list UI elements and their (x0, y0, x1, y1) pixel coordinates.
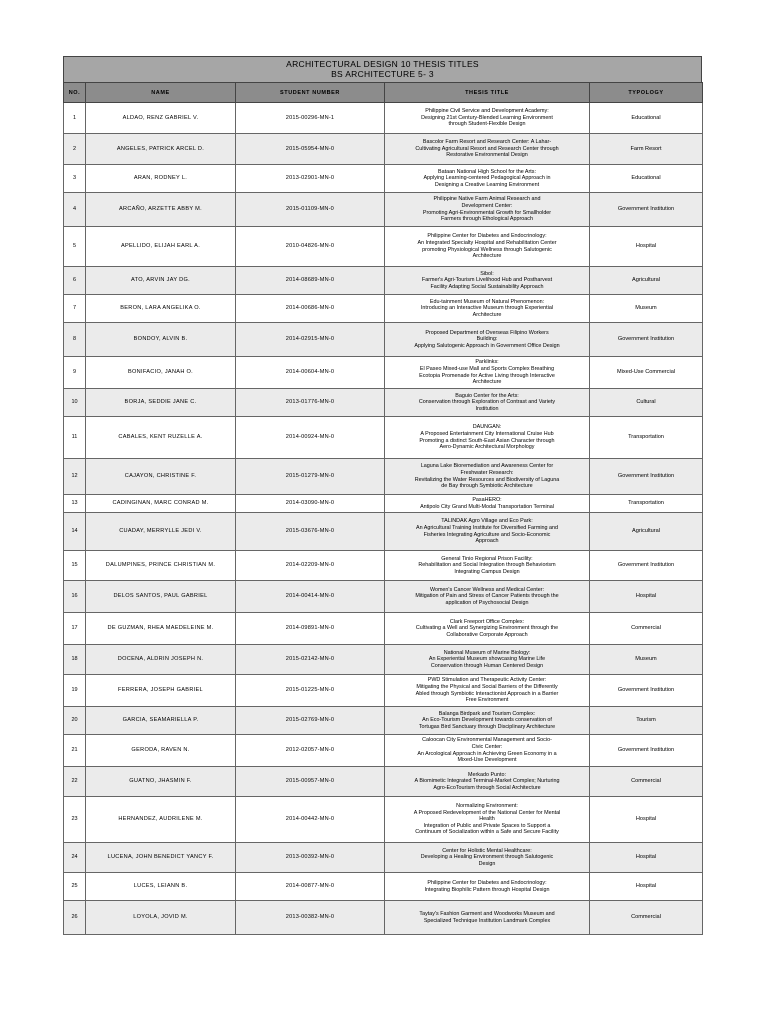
table-row (64, 901, 703, 935)
student-name: CAJAYON, CHRISTINE F. (86, 459, 236, 495)
thesis-title-line: An Eco-Tourism Development towards conservation of (422, 717, 552, 724)
row-number: 14 (64, 513, 86, 551)
thesis-title (385, 735, 590, 767)
thesis-title-line: Designing a Creative Learning Environment (434, 181, 540, 188)
student-number: 2014-00442-MN-0 (236, 797, 385, 843)
student-number: 2010-04826-MN-0 (236, 227, 385, 267)
student-number: 2015-01109-MN-0 (236, 193, 385, 227)
student-number: 2015-02142-MN-0 (236, 645, 385, 675)
thesis-title-line: El Paseo Mixed-use Mall and Sports Complex Breathing (419, 365, 555, 372)
student-number: 2014-00924-MN-0 (236, 417, 385, 459)
row-number: 10 (64, 389, 86, 417)
table-row (64, 134, 703, 165)
typology: Hospital (590, 873, 703, 901)
thesis-title-line: Aero-Dynamic Architectural Morphology (439, 444, 535, 451)
thesis-title-line: Specialized Technique Institution Landmark Complex (423, 917, 551, 924)
table-row (64, 103, 703, 134)
typology: Commercial (590, 767, 703, 797)
thesis-title-line: Development Center: (461, 202, 513, 209)
student-number: 2014-00414-MN-0 (236, 581, 385, 613)
table-row (64, 675, 703, 707)
row-number: 9 (64, 357, 86, 389)
student-name: BORJA, SEDDIE JANE C. (86, 389, 236, 417)
thesis-title-line: Introducing an Interactive Museum through Experiential (420, 305, 554, 312)
typology: Hospital (590, 843, 703, 873)
thesis-title-line: Clark Freeport Office Complex: (449, 618, 525, 625)
row-number: 21 (64, 735, 86, 767)
student-name: DOCENA, ALDRIN JOSEPH N. (86, 645, 236, 675)
thesis-title-line: Philippine Center for Diabetes and Endocrinology: (427, 233, 547, 240)
thesis-title-line: Conservation through Exploration of Contrast and Variety (418, 399, 556, 406)
student-name: LUCES, LEIANN B. (86, 873, 236, 901)
thesis-title-line: Abled through Symbiotic Interactionist Approach in a Barrier (415, 690, 559, 697)
thesis-title-line: Cultivating a Well and Synergizing Environment through the (415, 625, 559, 632)
thesis-title (385, 357, 590, 389)
student-name: LOYOLA, JOVID M. (86, 901, 236, 935)
table-row (64, 551, 703, 581)
student-number: 2015-00957-MN-0 (236, 767, 385, 797)
thesis-title-line: Normalizing Environment: (456, 803, 518, 810)
typology: Museum (590, 295, 703, 323)
table-row (64, 323, 703, 357)
header-row (64, 83, 703, 103)
col-header-no: NO. (64, 83, 86, 103)
row-number: 2 (64, 134, 86, 165)
thesis-title-line: de Bay through Symbiotic Architecture (441, 483, 533, 490)
student-name: ANGELES, PATRICK ARCEL D. (86, 134, 236, 165)
typology: Government Institution (590, 675, 703, 707)
row-number: 3 (64, 165, 86, 193)
thesis-table (63, 82, 703, 935)
typology: Hospital (590, 797, 703, 843)
student-name: CADINGINAN, MARC CONRAD M. (86, 495, 236, 513)
table-row (64, 873, 703, 901)
thesis-title (385, 495, 590, 513)
thesis-title-line: Women's Cancer Wellness and Medical Center: (429, 586, 545, 593)
thesis-title (385, 707, 590, 735)
student-name: GERODA, RAVEN N. (86, 735, 236, 767)
table-row (64, 295, 703, 323)
thesis-title-line: Balanga Birdpark and Tourism Complex: (438, 710, 536, 717)
thesis-title-line: An Integrated Specialty Hospital and Rehabilitation Center (417, 239, 557, 246)
student-name: FERRERA, JOSEPH GABRIEL (86, 675, 236, 707)
thesis-title-line: Integrating Campus Design (454, 568, 520, 575)
student-number: 2014-09891-MN-0 (236, 613, 385, 645)
typology: Agricultural (590, 513, 703, 551)
thesis-title-line: Conservation through Human Centered Design (430, 662, 544, 669)
thesis-title (385, 613, 590, 645)
thesis-title-line: A Proposed Redevelopment of the National Center for Mental (413, 809, 561, 816)
thesis-title-line: Design (478, 860, 496, 867)
thesis-title-line: Architecture (472, 253, 502, 260)
thesis-title-line: Caloocan City Environmental Management and Socio- (422, 737, 552, 744)
thesis-title-line: Revitalizing the Water Resources and Biodiversity of Laguna (414, 476, 560, 483)
thesis-title-line: Tortugas Bird Sanctuary through Disciplinary Architecture (418, 723, 556, 730)
typology: Mixed-Use Commercial (590, 357, 703, 389)
thesis-title-line: Philippine Native Farm Animal Research and (433, 196, 541, 203)
student-name: BONDOY, ALVIN B. (86, 323, 236, 357)
thesis-title-line: Edu-tainment Museum of Natural Phenomenon: (429, 298, 545, 305)
typology: Government Institution (590, 735, 703, 767)
student-number: 2015-01225-MN-0 (236, 675, 385, 707)
typology: Cultural (590, 389, 703, 417)
student-number: 2014-00604-MN-0 (236, 357, 385, 389)
row-number: 16 (64, 581, 86, 613)
table-row (64, 459, 703, 495)
student-number: 2015-01279-MN-0 (236, 459, 385, 495)
thesis-title-line: Mitigating the Physical and Social Barriers of the Differently (416, 683, 558, 690)
table-row (64, 193, 703, 227)
student-name: CUADAY, MERRYLLE JEDI V. (86, 513, 236, 551)
thesis-title-line: Bascolor Farm Resort and Research Center: A Lahar- (422, 139, 552, 146)
student-name: DALUMPINES, PRINCE CHRISTIAN M. (86, 551, 236, 581)
thesis-title-line: Freshwater Research: (460, 469, 514, 476)
thesis-title (385, 459, 590, 495)
thesis-title-line: Proposed Department of Overseas Filipino Workers (425, 329, 549, 336)
student-number: 2015-03676-MN-0 (236, 513, 385, 551)
table-row (64, 357, 703, 389)
typology: Tourism (590, 707, 703, 735)
thesis-title (385, 645, 590, 675)
thesis-title-line: Ecotopia Promenade for Active Living through Interactive (419, 372, 555, 379)
thesis-title-line: Restorative Environmental Design (446, 152, 528, 159)
thesis-title-line: Rehabilitation and Social Integration through Behaviorism (418, 562, 556, 569)
typology: Hospital (590, 581, 703, 613)
thesis-title (385, 103, 590, 134)
thesis-title-line: PasaHERO: (472, 496, 502, 503)
table-row (64, 495, 703, 513)
typology: Government Institution (590, 459, 703, 495)
thesis-title (385, 873, 590, 901)
thesis-title-line: Philippine Center for Diabetes and Endocrinology: (427, 879, 547, 886)
student-number: 2014-02209-MN-0 (236, 551, 385, 581)
col-header-name: NAME (86, 83, 236, 103)
row-number: 1 (64, 103, 86, 134)
student-name: APELLIDO, ELIJAH EARL A. (86, 227, 236, 267)
student-name: DELOS SANTOS, PAUL GABRIEL (86, 581, 236, 613)
thesis-title (385, 581, 590, 613)
row-number: 12 (64, 459, 86, 495)
table-row (64, 389, 703, 417)
student-name: GARCIA, SEAMARIELLA P. (86, 707, 236, 735)
thesis-title (385, 513, 590, 551)
student-name: CABALES, KENT RUZELLE A. (86, 417, 236, 459)
thesis-title-line: Institution (475, 405, 499, 412)
student-number: 2013-00382-MN-0 (236, 901, 385, 935)
student-number: 2013-00392-MN-0 (236, 843, 385, 873)
col-header-typology: TYPOLOGY (590, 83, 703, 103)
row-number: 11 (64, 417, 86, 459)
thesis-title-line: Applying Salutogenic Approach in Government Office Design (414, 342, 560, 349)
thesis-title-line: Merkado Punto: (467, 771, 507, 778)
student-name: ARAN, RODNEY L. (86, 165, 236, 193)
table-body (64, 103, 703, 935)
table-row (64, 581, 703, 613)
student-number: 2014-00686-MN-0 (236, 295, 385, 323)
thesis-title-line: Philippine Civil Service and Development Academy: (425, 108, 549, 115)
row-number: 22 (64, 767, 86, 797)
student-name: ARCAÑO, ARZETTE ABBY M. (86, 193, 236, 227)
row-number: 13 (64, 495, 86, 513)
thesis-title-line: Promoting a distinct South-East Asian Character through (419, 437, 555, 444)
thesis-title-line: Taytay's Fashion Garment and Woodworks Museum and (419, 910, 555, 917)
table-row (64, 613, 703, 645)
row-number: 26 (64, 901, 86, 935)
thesis-title (385, 193, 590, 227)
typology: Transportation (590, 495, 703, 513)
thesis-title-line: Continuum of Socialization within a Safe and Secure Facility (415, 829, 559, 836)
thesis-title-line: General Tinio Regional Prison Facility: (441, 555, 533, 562)
table-row (64, 227, 703, 267)
row-number: 7 (64, 295, 86, 323)
typology: Government Institution (590, 193, 703, 227)
student-number: 2015-05954-MN-0 (236, 134, 385, 165)
row-number: 23 (64, 797, 86, 843)
col-header-student-number: STUDENT NUMBER (236, 83, 385, 103)
student-name: BERON, LARA ANGELIKA O. (86, 295, 236, 323)
thesis-title (385, 134, 590, 165)
row-number: 15 (64, 551, 86, 581)
thesis-title-line: A Proposed Entertainment City International Cruise Hub (420, 430, 554, 437)
row-number: 5 (64, 227, 86, 267)
thesis-title-line: Health (479, 816, 495, 823)
student-number: 2013-02901-MN-0 (236, 165, 385, 193)
typology: Museum (590, 645, 703, 675)
row-number: 4 (64, 193, 86, 227)
typology: Agricultural (590, 267, 703, 295)
thesis-title-line: An Arcological Approach in Achieving Green Economy in a (417, 750, 557, 757)
row-number: 6 (64, 267, 86, 295)
row-number: 18 (64, 645, 86, 675)
thesis-title-line: Building: (476, 336, 498, 343)
student-name: ALDAO, RENZ GABRIEL V. (86, 103, 236, 134)
thesis-title-line: Integration of Public and Private Spaces to Support a (423, 822, 551, 829)
table-row (64, 417, 703, 459)
thesis-title (385, 227, 590, 267)
table-row (64, 735, 703, 767)
table-row (64, 267, 703, 295)
student-number: 2014-00877-MN-0 (236, 873, 385, 901)
table-row (64, 513, 703, 551)
thesis-title-line: A Biomimetic Integrated Terminal-Market Complex; Nurturing (414, 778, 560, 785)
thesis-title-line: Developing a Healing Environment through Salutogenic (420, 854, 554, 861)
thesis-title-line: Mitigation of Pain and Stress of Cancer Patients through the (415, 593, 559, 600)
student-name: DE GUZMAN, RHEA MAEDELEINE M. (86, 613, 236, 645)
row-number: 24 (64, 843, 86, 873)
thesis-title (385, 901, 590, 935)
col-header-thesis-title: THESIS TITLE (385, 83, 590, 103)
student-number: 2014-02915-MN-0 (236, 323, 385, 357)
thesis-title-line: Baguio Center for the Arts: (455, 392, 519, 399)
student-name: GUATNO, JHASMIN F. (86, 767, 236, 797)
thesis-title-line: application of Psychosocial Design (445, 599, 529, 606)
typology: Government Institution (590, 551, 703, 581)
thesis-title-line: Laguna Lake Bioremediation and Awareness Center for (420, 463, 554, 470)
student-number: 2015-02769-MN-0 (236, 707, 385, 735)
thesis-title-line: Farmer's Agri-Tourism Livelihood Hub and Postharvest (421, 277, 553, 284)
thesis-title-line: An Experiential Museum showcasing Marine Life (428, 656, 546, 663)
thesis-title (385, 843, 590, 873)
thesis-title (385, 417, 590, 459)
thesis-title-line: Parklinks: (475, 359, 499, 366)
title-line-1: ARCHITECTURAL DESIGN 10 THESIS TITLES (286, 59, 479, 69)
thesis-title-line: TALINDAK Agro Village and Eco Park: (441, 518, 533, 525)
table-row (64, 707, 703, 735)
typology: Farm Resort (590, 134, 703, 165)
thesis-title (385, 323, 590, 357)
student-number: 2013-01776-MN-0 (236, 389, 385, 417)
thesis-title-line: Civic Center: (471, 743, 503, 750)
typology: Commercial (590, 613, 703, 645)
table-row (64, 797, 703, 843)
thesis-title-line: Mixed-Use Development (457, 757, 517, 764)
student-name: LUCENA, JOHN BENEDICT YANCY F. (86, 843, 236, 873)
row-number: 20 (64, 707, 86, 735)
thesis-title-line: Architecture (472, 379, 502, 386)
thesis-title (385, 389, 590, 417)
row-number: 17 (64, 613, 86, 645)
typology: Hospital (590, 227, 703, 267)
thesis-title (385, 165, 590, 193)
thesis-title-line: Fisheries Integrating Agriculture and Socio-Economic (423, 531, 551, 538)
thesis-title-line: Facility Adapting Social Sustainability Approach (430, 283, 544, 290)
thesis-title-line: An Agricultural Training Institute for Diversified Farming and (415, 524, 559, 531)
student-name: HERNANDEZ, AUDRILENE M. (86, 797, 236, 843)
thesis-sheet (63, 56, 702, 935)
thesis-title (385, 295, 590, 323)
typology: Government Institution (590, 323, 703, 357)
typology: Educational (590, 165, 703, 193)
thesis-title (385, 675, 590, 707)
student-name: BONIFACIO, JANAH O. (86, 357, 236, 389)
thesis-title-line: Cultivating Agricultural Resort and Research Center through (415, 145, 559, 152)
thesis-title-line: Farmers through Ethological Approach (441, 216, 533, 223)
thesis-title-line: Approach (475, 538, 499, 545)
thesis-title (385, 797, 590, 843)
thesis-title-line: DAUNGAN: (472, 424, 502, 431)
row-number: 19 (64, 675, 86, 707)
thesis-title-line: Applying Learning-centered Pedagogical Approach in (423, 175, 551, 182)
title-line-2: BS ARCHITECTURE 5- 3 (331, 69, 434, 79)
sheet-title (63, 56, 702, 82)
thesis-title-line: Free Environment (465, 697, 509, 704)
thesis-title (385, 551, 590, 581)
thesis-title-line: National Museum of Marine Biology: (443, 649, 531, 656)
thesis-title-line: Antipolo City Grand Multi-Modal Transportation Terminal (420, 503, 554, 510)
thesis-title-line: promoting Physiological Wellness through Salutogenic (422, 246, 552, 253)
thesis-title-line: Collaborative Corporate Approach (446, 631, 528, 638)
thesis-title-line: PWD Stimulation and Therapeutic Activity Center: (427, 677, 547, 684)
table-row (64, 843, 703, 873)
table-row (64, 645, 703, 675)
row-number: 8 (64, 323, 86, 357)
student-number: 2015-00296-MN-1 (236, 103, 385, 134)
thesis-title (385, 267, 590, 295)
thesis-title-line: Integrating Biophilic Pattern through Hospital Design (424, 886, 550, 893)
thesis-title-line: Agro-EcoTourism through Social Architecture (433, 784, 541, 791)
typology: Commercial (590, 901, 703, 935)
thesis-title-line: Center for Holistic Mental Healthcare: (442, 847, 532, 854)
table-row (64, 767, 703, 797)
table-row (64, 165, 703, 193)
row-number: 25 (64, 873, 86, 901)
thesis-title-line: Designing 21st Century-Blended Learning Environment (421, 114, 553, 121)
student-number: 2012-02057-MN-0 (236, 735, 385, 767)
thesis-title-line: Architecture (472, 311, 502, 318)
thesis-title-line: Promoting Agri-Environmental Growth for Smallholder (422, 209, 552, 216)
typology: Transportation (590, 417, 703, 459)
typology: Educational (590, 103, 703, 134)
thesis-title-line: Sibol: (480, 270, 494, 277)
student-number: 2014-08689-MN-0 (236, 267, 385, 295)
student-name: ATO, ARVIN JAY DG. (86, 267, 236, 295)
thesis-title-line: through Student-Flexible Design (448, 121, 526, 128)
thesis-title (385, 767, 590, 797)
student-number: 2014-03090-MN-0 (236, 495, 385, 513)
thesis-title-line: Bataan National High School for the Arts: (438, 168, 536, 175)
